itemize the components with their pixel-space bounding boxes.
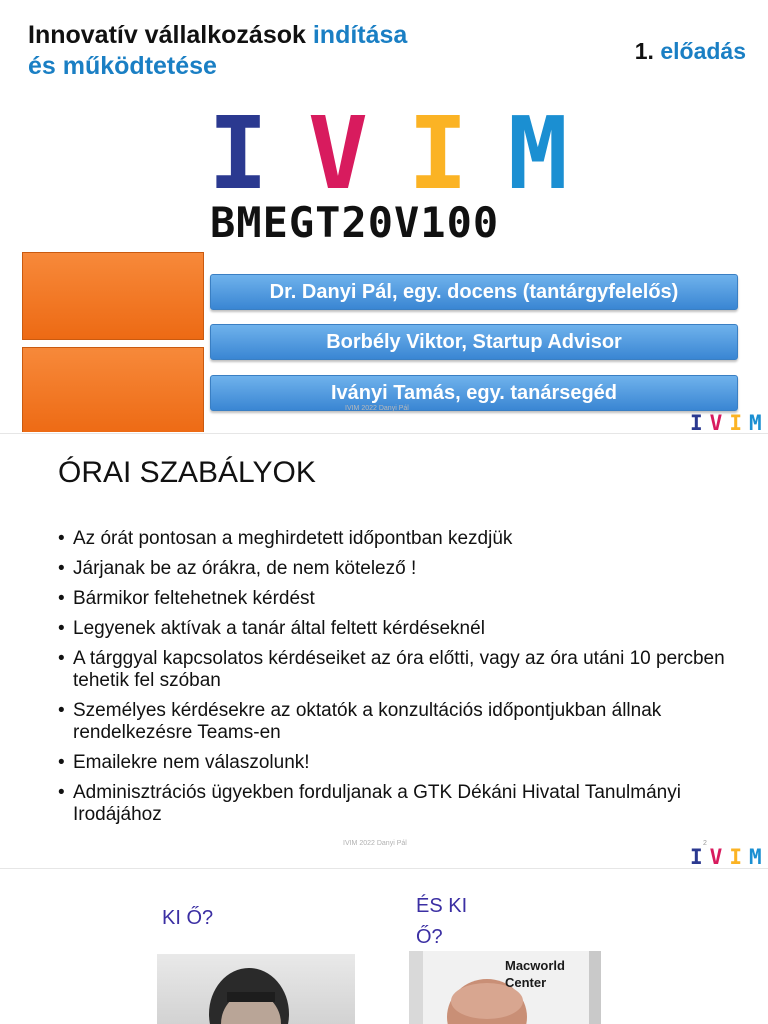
lecture-word: előadás [660, 38, 746, 64]
lecturer-bar-1: Dr. Danyi Pál, egy. docens (tantárgyfelelős) [210, 274, 738, 310]
logo-letter-i2: I [729, 411, 742, 432]
logo-letter-v: V [307, 95, 369, 212]
lecturer-bar-2: Borbély Viktor, Startup Advisor [210, 324, 738, 360]
rule-text: Adminisztrációs ügyekben forduljanak a GTK Dékáni Hivatal Tanulmányi Irodájához [73, 782, 681, 825]
rules-title: ÓRAI SZABÁLYOK [58, 456, 316, 489]
list-item [58, 558, 748, 580]
portrait-photo-1 [157, 954, 355, 1024]
logo-letter-i2: I [407, 95, 469, 212]
bullet: • [58, 558, 65, 579]
rules-list [58, 528, 748, 834]
logo-letter-m: M [748, 845, 762, 867]
orange-block-bottom [22, 347, 204, 432]
page-number: 2 [703, 840, 707, 847]
bullet: • [58, 782, 65, 803]
course-title-part1: Innovatív vállalkozások [28, 21, 306, 49]
logo-letter-m: M [748, 411, 762, 432]
bullet: • [58, 648, 65, 669]
ivim-logo-small [690, 412, 762, 432]
list-item [58, 588, 748, 610]
title-slide [0, 0, 768, 432]
list-item [58, 700, 748, 744]
list-item [58, 648, 748, 692]
lecture-number: 1. [634, 38, 654, 64]
bullet: • [58, 752, 65, 773]
ivim-logo-small [690, 846, 762, 867]
logo-letter-i: I [690, 411, 703, 432]
ivim-logo-large [208, 95, 568, 212]
bullet: • [58, 528, 65, 549]
list-item [58, 752, 748, 774]
list-item [58, 528, 748, 550]
bullet: • [58, 700, 65, 721]
portrait-1-icon [157, 954, 355, 1024]
rule-text: Személyes kérdésekre az oktatók a konzultációs időpontjukban állnak rendelkezésre Teams-en [73, 700, 662, 743]
lecture-label [635, 38, 746, 65]
photo-sign-text: Macworld Center [505, 958, 565, 990]
question-who-2: ÉS KI Ő? [416, 895, 468, 948]
slide-footer: IVIM 2022 Danyi Pál [345, 405, 409, 412]
course-title [28, 20, 468, 82]
logo-letter-m: M [507, 95, 568, 212]
bullet: • [58, 588, 65, 609]
rule-text: A tárggyal kapcsolatos kérdéseiket az óra előtti, vagy az óra utáni 10 percben tehetik fel szóban [73, 648, 725, 691]
bullet: • [58, 618, 65, 639]
course-title-line2: és működtetése [28, 52, 217, 80]
logo-letter-i: I [690, 845, 703, 867]
rules-slide [0, 433, 768, 867]
course-title-part2: indítása [312, 21, 408, 49]
orange-block-top [22, 252, 204, 340]
rule-text: Az órát pontosan a meghirdetett időpontban kezdjük [73, 528, 513, 549]
list-item [58, 618, 748, 640]
logo-letter-i2: I [729, 845, 742, 867]
list-item [58, 782, 748, 826]
logo-letter-v: V [709, 845, 723, 867]
logo-letter-v: V [709, 411, 723, 432]
rule-text: Bármikor feltehetnek kérdést [73, 588, 315, 609]
slide-footer: IVIM 2022 Danyi Pál [343, 840, 407, 847]
course-code: BMEGT20V100 [210, 198, 500, 247]
rule-text: Emailekre nem válaszolunk! [73, 752, 310, 773]
lecturer-bar-3: Iványi Tamás, egy. tanársegéd [210, 375, 738, 411]
rule-text: Járjanak be az órákra, de nem kötelező ! [73, 558, 417, 579]
who-slide [0, 868, 768, 1024]
question-who-1: KI Ő? [162, 907, 214, 929]
rule-text: Legyenek aktívak a tanár által feltett kérdéseknél [73, 618, 485, 639]
portrait-photo-2 [409, 951, 601, 1024]
logo-letter-i: I [208, 95, 269, 212]
